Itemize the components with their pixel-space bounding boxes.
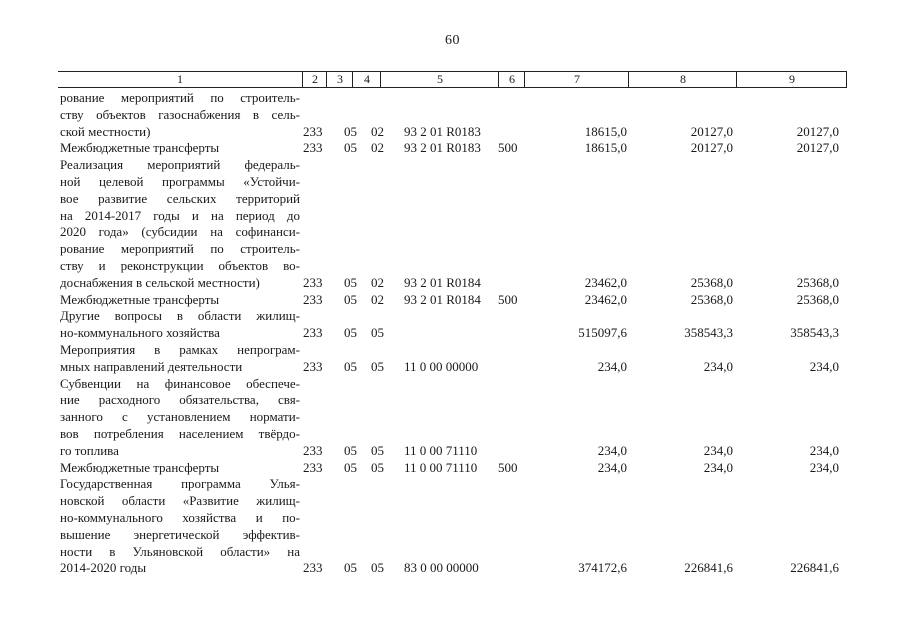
table-row [0,560,905,576]
row-col-9: 25368,0 [796,291,839,307]
row-col-2: 233 [303,274,323,290]
row-col-8: 20127,0 [690,140,733,156]
row-col-8: 20127,0 [690,123,733,139]
row-name: Межбюджетные трансферты [60,291,220,307]
row-col-9: 25368,0 [796,274,839,290]
row-col-7: 18615,0 [584,123,627,139]
table-row [0,292,905,308]
header-col-8: 8 [628,72,737,87]
row-col-3: 05 [344,325,357,341]
row-col-2: 233 [303,325,323,341]
row-col-9: 226841,6 [790,560,839,576]
table-header [58,71,847,88]
row-col-2: 233 [303,140,323,156]
row-col-8: 234,0 [703,442,733,458]
row-name: рование мероприятий по строитель- [60,90,300,105]
row-col-3: 05 [344,358,357,374]
row-col-3: 05 [344,123,357,139]
row-col-4: 02 [371,291,384,307]
table-row [0,376,905,392]
table-row [0,241,905,257]
row-name: доснабжения в сельской местности) [60,274,260,290]
row-col-7: 234,0 [597,442,627,458]
header-col-7: 7 [524,72,629,87]
row-col-7: 374172,6 [578,560,627,576]
row-name: на 2014-2017 годы и на период до [60,207,300,223]
row-col-2: 233 [303,358,323,374]
row-name: ству и реконструкции объектов во- [60,258,300,273]
row-col-5: 11 0 00 00000 [404,358,479,374]
row-col-5: 93 2 01 R0184 [404,291,481,307]
table-row [0,426,905,442]
row-col-4: 02 [371,123,384,139]
table-row [0,476,905,492]
header-col-6: 6 [498,72,525,87]
row-name: Межбюджетные трансферты [60,140,220,156]
row-col-4: 05 [371,560,384,576]
row-name: ной целевой программы «Устойчи- [60,174,300,189]
row-name: вое развитие сельских территорий [60,190,300,206]
header-col-2: 2 [302,72,327,87]
table-row [0,258,905,274]
row-col-8: 234,0 [703,358,733,374]
row-col-3: 05 [344,459,357,475]
table-row [0,90,905,106]
row-col-5: 83 0 00 00000 [404,560,479,576]
row-name: занного с установлением нормати- [60,409,300,425]
table-row [0,191,905,207]
row-name: новской области «Развитие жилищ- [60,493,300,509]
table-row [0,359,905,375]
row-col-5: 93 2 01 R0184 [404,274,481,290]
row-name: ской местности) [60,123,151,139]
header-col-4: 4 [352,72,381,87]
table-row [0,174,905,190]
row-name: Мероприятия в рамках непрограм- [60,342,300,357]
row-col-2: 233 [303,442,323,458]
table-row [0,140,905,156]
row-col-3: 05 [344,140,357,156]
header-col-5: 5 [380,72,499,87]
page-number: 60 [445,33,460,48]
row-col-8: 25368,0 [690,291,733,307]
row-col-7: 515097,6 [578,325,627,341]
row-col-5: 11 0 00 71110 [404,442,478,458]
row-col-5: 93 2 01 R0183 [404,123,481,139]
row-col-9: 20127,0 [796,140,839,156]
row-col-4: 05 [371,459,384,475]
row-name: но-коммунального хозяйства [60,325,220,341]
row-col-4: 05 [371,358,384,374]
table-row [0,392,905,408]
table-row [0,544,905,560]
table-row [0,342,905,358]
row-col-3: 05 [344,442,357,458]
row-col-8: 226841,6 [684,560,733,576]
row-name: 2014-2020 годы [60,560,147,576]
row-name: ности в Ульяновской области» на [60,543,300,559]
row-name: Государственная программа Улья- [60,476,300,492]
row-name: вышение энергетической эффектив- [60,526,300,542]
table-row [0,157,905,173]
row-col-9: 234,0 [809,358,839,374]
row-col-7: 18615,0 [584,140,627,156]
row-col-6: 500 [498,459,518,475]
row-col-6: 500 [498,140,518,156]
header-col-3: 3 [326,72,353,87]
row-name: но-коммунального хозяйства и по- [60,510,300,525]
table-row [0,124,905,140]
row-name: Другие вопросы в области жилищ- [60,308,300,324]
row-col-7: 234,0 [597,358,627,374]
row-col-2: 233 [303,459,323,475]
table-row [0,443,905,459]
row-name: го топлива [60,442,119,458]
table-row [0,208,905,224]
row-name: ние расходного обязательства, свя- [60,392,300,408]
row-col-3: 05 [344,560,357,576]
row-col-2: 233 [303,560,323,576]
row-col-2: 233 [303,123,323,139]
row-col-9: 20127,0 [796,123,839,139]
row-name: ству объектов газоснабжения в сель- [60,106,300,122]
row-name: Реализация мероприятий федераль- [60,157,300,173]
table-row [0,224,905,240]
table-row [0,107,905,123]
row-col-9: 234,0 [809,442,839,458]
table-row [0,275,905,291]
row-col-9: 358543,3 [790,325,839,341]
table-row [0,308,905,324]
row-col-8: 25368,0 [690,274,733,290]
row-col-8: 358543,3 [684,325,733,341]
row-name: рование мероприятий по строитель- [60,241,300,257]
row-col-5: 93 2 01 R0183 [404,140,481,156]
row-col-4: 02 [371,140,384,156]
row-name: мных направлений деятельности [60,358,243,374]
row-col-8: 234,0 [703,459,733,475]
row-col-4: 02 [371,274,384,290]
row-name: Межбюджетные трансферты [60,459,220,475]
row-col-4: 05 [371,325,384,341]
row-name: вов потребления населением твёрдо- [60,426,300,441]
header-col-1: 1 [177,72,183,86]
table-row [0,460,905,476]
row-col-3: 05 [344,274,357,290]
row-col-6: 500 [498,291,518,307]
table-row [0,510,905,526]
row-col-7: 23462,0 [584,274,627,290]
table-row [0,493,905,509]
row-col-7: 23462,0 [584,291,627,307]
row-name: 2020 года» (субсидии на софинанси- [60,224,300,240]
row-col-5: 11 0 00 71110 [404,459,478,475]
table-row [0,527,905,543]
table-row [0,325,905,341]
row-col-9: 234,0 [809,459,839,475]
row-col-3: 05 [344,291,357,307]
row-name: Субвенции на финансовое обеспече- [60,375,300,391]
row-col-7: 234,0 [597,459,627,475]
row-col-4: 05 [371,442,384,458]
table-row [0,409,905,425]
row-col-2: 233 [303,291,323,307]
header-col-9: 9 [736,72,847,87]
